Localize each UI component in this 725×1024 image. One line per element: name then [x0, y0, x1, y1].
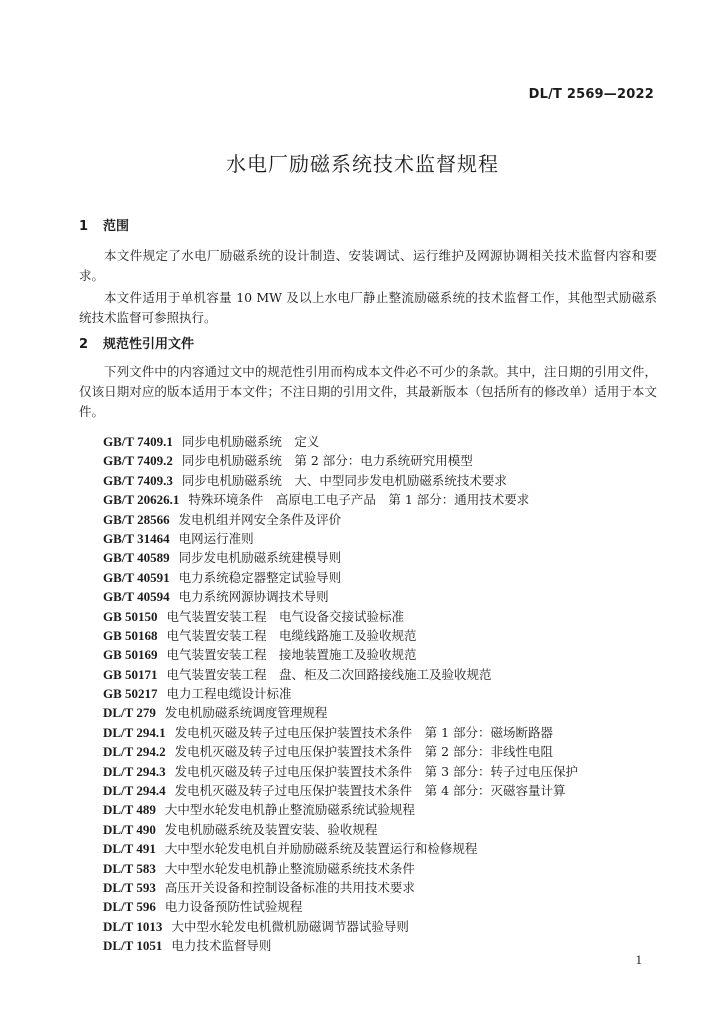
reference-item [103, 820, 657, 839]
reference-code: GB/T 7409.3 [103, 472, 173, 488]
reference-title: 大中型水轮发电机静止整流励磁系统技术条件 [164, 860, 415, 876]
reference-code: GB 50217 [103, 686, 158, 702]
reference-code: DL/T 1013 [103, 918, 163, 934]
reference-code: GB/T 28566 [103, 511, 170, 527]
reference-item [103, 568, 657, 587]
reference-title: 电力系统网源协调技术导则 [178, 589, 329, 605]
reference-title: 发电机励磁系统及装置安装、验收规程 [164, 821, 378, 837]
reference-title: 电网运行准则 [178, 530, 254, 546]
reference-item [103, 626, 657, 645]
reference-item [103, 742, 657, 761]
reference-code: DL/T 1051 [103, 938, 163, 954]
section-title: 规范性引用文件 [103, 337, 195, 352]
reference-item [103, 587, 657, 606]
reference-title: 发电机灭磁及转子过电压保护装置技术条件 第 1 部分：磁场断路器 [174, 724, 554, 740]
reference-code: DL/T 294.3 [103, 763, 166, 779]
reference-item [103, 548, 657, 567]
reference-code: DL/T 596 [103, 899, 156, 915]
reference-code: DL/T 294.1 [103, 724, 166, 740]
reference-item [103, 762, 657, 781]
section-number: 1 [79, 219, 89, 234]
section-1-heading [79, 216, 657, 238]
reference-title: 大中型水轮发电机微机励磁调节器试验导则 [171, 918, 409, 934]
reference-item [103, 800, 657, 819]
reference-title: 特殊环境条件 高原电工电子产品 第 1 部分：通用技术要求 [188, 492, 530, 508]
reference-code: GB/T 40591 [103, 569, 170, 585]
reference-title: 电力设备预防性试验规程 [164, 899, 303, 915]
reference-title: 发电机组并网安全条件及评价 [178, 511, 342, 527]
reference-code: GB 50169 [103, 647, 158, 663]
paragraph: 下列文件中的内容通过文中的规范性引用而构成本文件必不可少的条款。其中，注日期的引用文件，仅该日期对应的版本适用于本文件；不注日期的引用文件，其最新版本（包括所有的修改单）适用于本文件。 [79, 364, 657, 419]
reference-title: 同步电机励磁系统 定义 [181, 434, 320, 449]
page-number: 1 [635, 952, 642, 967]
reference-item [103, 665, 657, 684]
reference-code: DL/T 583 [103, 860, 156, 876]
reference-code: GB 50168 [103, 627, 158, 643]
reference-code: GB 50171 [103, 666, 158, 682]
section-number: 2 [79, 337, 89, 352]
reference-code: GB/T 7409.2 [103, 453, 173, 469]
section-2-heading [79, 334, 657, 356]
reference-item [103, 490, 657, 509]
reference-item [103, 510, 657, 529]
paragraph: 本文件适用于单机容量 10 MW 及以上水电厂静止整流励磁系统的技术监督工作，其他型式励磁系统技术监督可参照执行。 [79, 290, 657, 325]
reference-code: DL/T 294.2 [103, 744, 166, 760]
reference-item [103, 897, 657, 916]
reference-title: 发电机灭磁及转子过电压保护装置技术条件 第 4 部分：灭磁容量计算 [174, 783, 566, 799]
reference-title: 电力系统稳定器整定试验导则 [178, 569, 342, 585]
reference-title: 发电机灭磁及转子过电压保护装置技术条件 第 3 部分：转子过电压保护 [174, 763, 579, 779]
reference-item [103, 471, 657, 490]
reference-item [103, 529, 657, 548]
section-title: 范围 [103, 219, 130, 234]
reference-title: 电气装置安装工程 电缆线路施工及验收规范 [166, 627, 417, 643]
reference-item [103, 684, 657, 703]
reference-item [103, 432, 657, 451]
document-title: 水电厂励磁系统技术监督规程 [226, 152, 499, 176]
reference-code: GB/T 40594 [103, 589, 170, 605]
reference-title: 大中型水轮发电机静止整流励磁系统试验规程 [164, 802, 415, 818]
reference-item [103, 645, 657, 664]
reference-title: 同步电机励磁系统 第 2 部分：电力系统研究用模型 [181, 453, 473, 469]
reference-item [103, 936, 657, 955]
reference-code: GB/T 20626.1 [103, 492, 180, 508]
reference-code: DL/T 491 [103, 841, 156, 857]
reference-code: DL/T 593 [103, 879, 156, 895]
reference-code: GB/T 40589 [103, 550, 170, 566]
reference-title: 大中型水轮发电机自并励励磁系统及装置运行和检修规程 [164, 841, 478, 857]
reference-item [103, 878, 657, 897]
reference-title: 电力技术监督导则 [171, 938, 272, 954]
reference-code: DL/T 490 [103, 821, 156, 837]
reference-title: 电气装置安装工程 电气设备交接试验标准 [166, 608, 405, 624]
reference-title: 发电机励磁系统调度管理规程 [164, 705, 328, 721]
reference-code: DL/T 279 [103, 705, 156, 721]
reference-code: DL/T 294.4 [103, 783, 166, 799]
reference-item [103, 703, 657, 722]
reference-title: 同步电机励磁系统 大、中型同步发电机励磁系统技术要求 [181, 472, 507, 488]
reference-item [103, 839, 657, 858]
document-body [79, 216, 657, 956]
reference-item [103, 451, 657, 470]
reference-code: GB 50150 [103, 608, 158, 624]
reference-item [103, 607, 657, 626]
reference-title: 同步发电机励磁系统建模导则 [178, 550, 342, 566]
reference-code: GB/T 7409.1 [103, 434, 173, 449]
reference-code: GB/T 31464 [103, 530, 170, 546]
reference-item [103, 917, 657, 936]
paragraph: 本文件规定了水电厂励磁系统的设计制造、安装调试、运行维护及网源协调相关技术监督内容和要求。 [79, 248, 657, 283]
reference-item [103, 859, 657, 878]
reference-code: DL/T 489 [103, 802, 156, 818]
reference-title: 电力工程电缆设计标准 [166, 686, 292, 702]
reference-item [103, 723, 657, 742]
reference-item [103, 781, 657, 800]
reference-title: 电气装置安装工程 盘、柜及二次回路接线施工及验收规范 [166, 666, 492, 682]
reference-title: 发电机灭磁及转子过电压保护装置技术条件 第 2 部分：非线性电阻 [174, 744, 554, 760]
reference-title: 高压开关设备和控制设备标准的共用技术要求 [164, 879, 415, 895]
normative-reference-list [79, 432, 657, 956]
reference-title: 电气装置安装工程 接地装置施工及验收规范 [166, 647, 417, 663]
document-code: DL/T 2569—2022 [528, 87, 654, 102]
